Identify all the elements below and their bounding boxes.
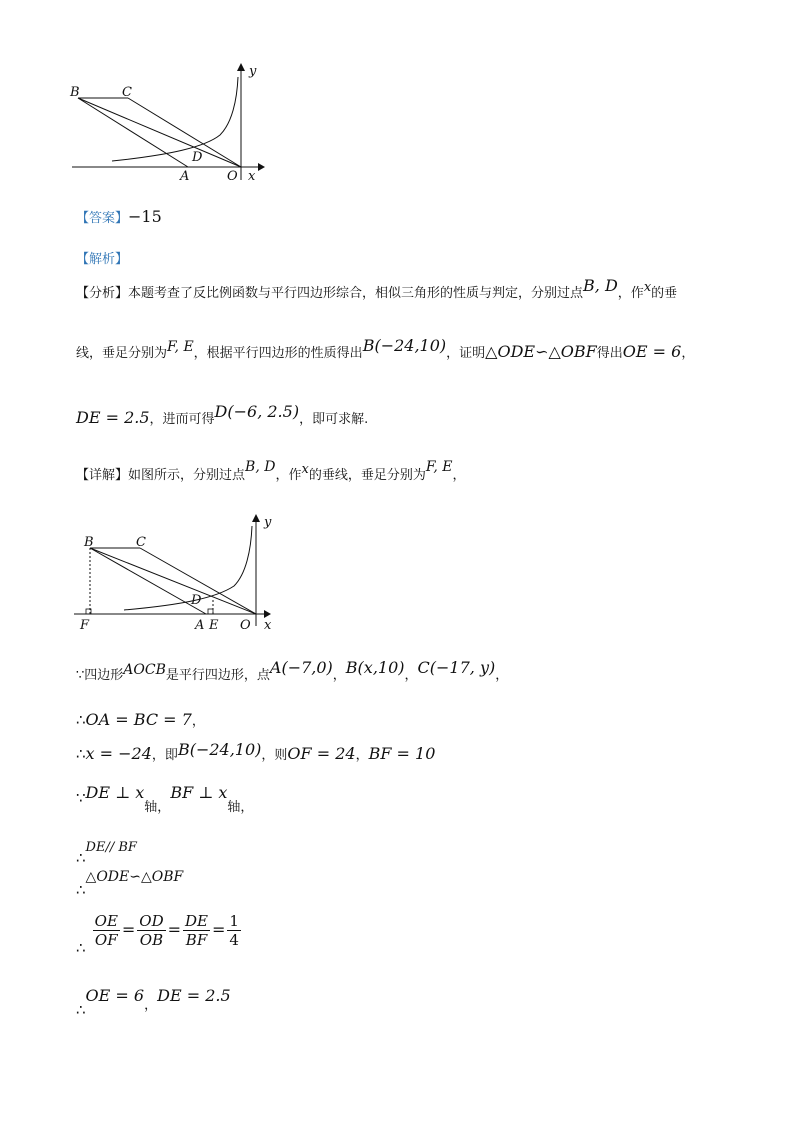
answer-value: −15 [128,207,162,226]
fraction-od-ob: $\frac{OD}{OB}$ [139,912,164,949]
x-axis-arrow [258,163,265,171]
label-D: D [192,150,203,165]
segment-BO [78,98,241,167]
fraction-1-4: $\frac{1}{4}$ [229,912,239,949]
label-O: O [227,169,238,184]
label-A: A [180,169,190,184]
segment-BA [90,548,206,614]
label-E: E [209,618,219,633]
label-C: C [136,535,146,550]
label-y: y [249,64,257,79]
step-6: ∴△ODE∽△OBF [76,869,184,899]
figure-1 [60,55,270,195]
fraction-de-bf: $\frac{DE}{BF}$ [185,912,209,949]
label-x: x [264,618,272,633]
label-x: x [248,169,256,184]
step-3: ∴x = −24，即B(−24,10)，则OF = 24，BF = 10 [76,740,436,763]
step-7: ∴ $\frac{OE}{OF}$ = $\frac{OD}{OB}$ = $\frac{DE}{BF}$ = $\frac{1}{4}$ [76,912,239,957]
analysis-label: 【解析】 [76,252,129,267]
step-8: ∴OE = $6_,DE = 2.5$ [76,986,231,1019]
right-angle-E [208,609,213,614]
answer-label: 【答案】 [76,211,129,226]
figure-2 [66,508,286,638]
label-B: B [70,85,80,100]
step-1: ∵四边形AOCB是平行四边形，点A(−7,0)，B(x,10)，C(−17, y)， [76,658,509,683]
label-C: C [122,85,132,100]
x-axis-arrow [264,610,271,618]
label-D: D [191,593,202,608]
label-A: A [195,618,205,633]
detail-line: 【详解】如图所示，分别过点B, D，作$^x$的垂线，垂足分别为F, E， [76,459,466,483]
y-axis-arrow [237,63,245,71]
fenxi-line-3: DE = 2.5，进而可得D(−6, 2.5)，即可求解. [76,402,369,427]
step-5: ∴DE// BF [76,840,137,867]
y-axis-arrow [252,514,260,522]
label-y: y [264,515,272,530]
label-F: F [80,618,90,633]
fenxi-line-2: 线，垂足分别为F, E，根据平行四边形的性质得出B(−24,10)，证明△ODE∽△OBF得出OE = 6， [76,336,695,361]
segment-BA [78,98,188,167]
step-4: ∵DE ⊥ $x_{轴,}BF$ ⊥ $x_{轴,}$ [76,783,254,815]
fraction-oe-of: $\frac{OE}{OF}$ [94,912,118,949]
label-O: O [240,618,251,633]
fenxi-line-1: 【分析】本题考查了反比例函数与平行四边形综合，相似三角形的性质与判定，分别过点B, D，作$^x$的垂 [76,276,678,301]
step-2: ∴OA = BC = 7， [76,710,205,729]
label-B: B [84,535,94,550]
